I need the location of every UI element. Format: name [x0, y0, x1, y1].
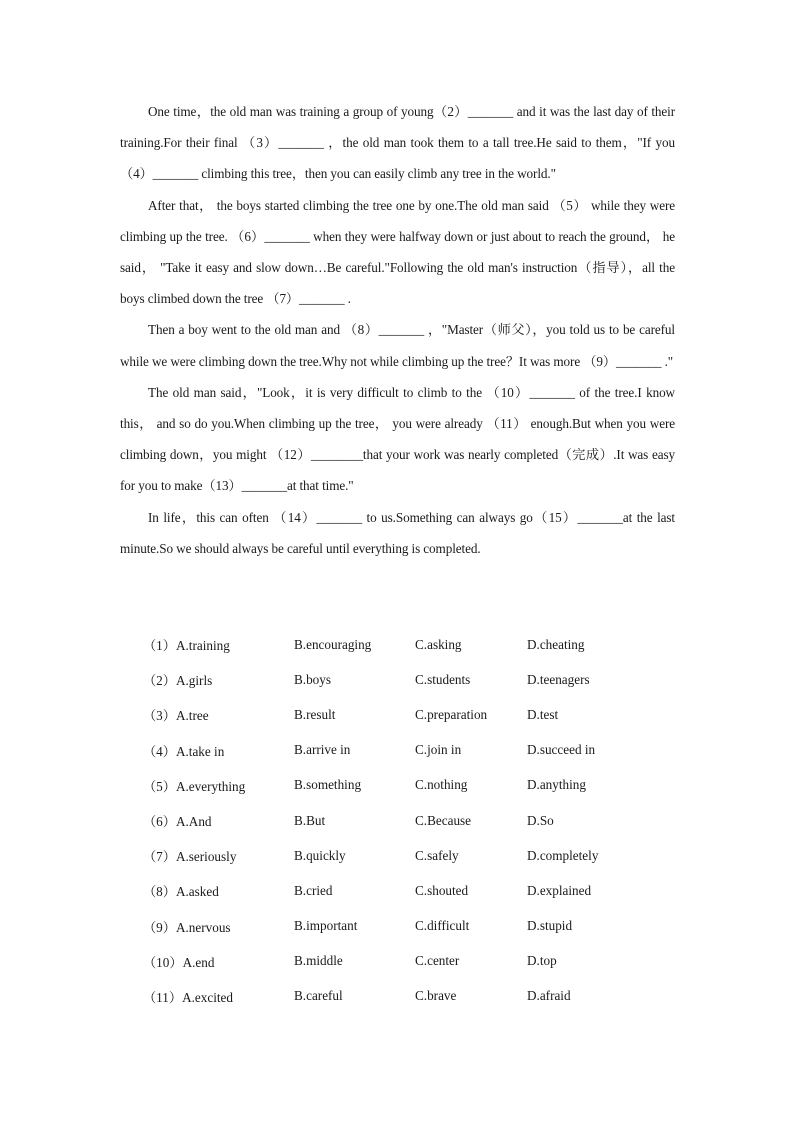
option-d: D.teenagers [527, 671, 590, 687]
option-row [143, 733, 663, 768]
option-a: （6）A.And [143, 814, 212, 830]
option-b: B.quickly [294, 847, 346, 863]
option-c: C.shouted [415, 882, 469, 898]
option-row [143, 979, 663, 1014]
option-d: D.anything [527, 777, 586, 793]
option-d: D.explained [527, 882, 592, 898]
option-d: D.cheating [527, 636, 585, 652]
option-row [143, 662, 663, 697]
option-row [143, 909, 663, 944]
option-c: C.preparation [415, 706, 488, 722]
question-number: （1） [143, 638, 176, 654]
option-b: B.result [294, 706, 336, 722]
option-c: C.safely [415, 847, 459, 863]
option-a: （11）A.excited [143, 989, 233, 1005]
question-number: （10） [143, 954, 183, 970]
option-a: （3）A.tree [143, 708, 209, 724]
question-number: （7） [143, 849, 176, 865]
option-c: C.join in [415, 742, 462, 758]
question-number: （8） [143, 884, 176, 900]
option-c: C.asking [415, 636, 462, 652]
option-row [143, 768, 663, 803]
option-b: B.careful [294, 988, 343, 1004]
question-number: （5） [143, 778, 176, 794]
passage-paragraph: The old man said，"Look，it is very difficult to climb to the （10）_______ of the tree.I know this， and so do you.When climbing up the tree， you were already （11） enough.But when you were climbing down，you might （12）________that your work was nearly completed（完成）.It was easy for you to make（13）_______at that time." [120, 384, 675, 494]
option-b: B.something [294, 777, 362, 793]
option-b: B.arrive in [294, 742, 351, 758]
option-c: C.nothing [415, 777, 468, 793]
option-a: （7）A.seriously [143, 849, 237, 865]
option-b: B.cried [294, 882, 333, 898]
option-a: （4）A.take in [143, 743, 225, 759]
passage-paragraph: In life，this can often （14）_______ to us.Something can always go（15）_______at the last minute.So we should always be careful until everything is completed. [120, 509, 675, 556]
question-number: （3） [143, 708, 176, 724]
option-c: C.center [415, 953, 460, 969]
option-row [143, 873, 663, 908]
option-d: D.afraid [527, 988, 571, 1004]
option-a: （1）A.training [143, 638, 230, 654]
option-b: B.middle [294, 953, 343, 969]
question-number: （9） [143, 919, 176, 935]
option-row [143, 627, 663, 662]
option-d: D.So [527, 812, 554, 828]
option-row [143, 803, 663, 838]
option-c: C.Because [415, 812, 472, 828]
question-number: （4） [143, 743, 176, 759]
option-c: C.students [415, 671, 471, 687]
passage [120, 96, 675, 564]
passage-paragraph: Then a boy went to the old man and （8）_______ ，"Master（师父），you told us to be careful while we were climbing down the tree.Why not while climbing up the tree？It was more （9）_______ ." [120, 322, 675, 369]
option-d: D.test [527, 706, 559, 722]
option-a: （8）A.asked [143, 884, 219, 900]
option-b: B.But [294, 812, 326, 828]
passage-paragraph: One time，the old man was training a group of young（2）_______ and it was the last day of their training.For their final （3）_______ ，the old man took them to a tall tree.He said to them，"If you （4）_______ climbing this tree，then you can easily climb any tree in the world." [120, 104, 675, 182]
option-d: D.top [527, 953, 557, 969]
option-row [143, 697, 663, 732]
passage-paragraph: After that， the boys started climbing the tree one by one.The old man said （5） while they were climbing up the tree. （6）_______ when they were halfway down or just about to reach the ground， he said， "Take it easy and slow down…Be careful."Following the old man's instruction（指导），all the boys climbed down the tree （7）_______ . [120, 197, 675, 307]
answer-options [143, 627, 663, 1014]
question-number: （2） [143, 673, 176, 689]
option-row [143, 944, 663, 979]
option-row [143, 838, 663, 873]
question-number: （6） [143, 814, 176, 830]
option-b: B.boys [294, 671, 332, 687]
option-a: （5）A.everything [143, 778, 246, 794]
option-b: B.encouraging [294, 636, 372, 652]
option-b: B.important [294, 918, 358, 934]
option-a: （10）A.end [143, 954, 215, 970]
option-c: C.brave [415, 988, 457, 1004]
option-d: D.stupid [527, 918, 573, 934]
question-number: （11） [143, 989, 183, 1005]
option-c: C.difficult [415, 918, 470, 934]
option-d: D.succeed in [527, 742, 596, 758]
option-a: （9）A.nervous [143, 919, 231, 935]
option-d: D.completely [527, 847, 599, 863]
option-a: （2）A.girls [143, 673, 213, 689]
